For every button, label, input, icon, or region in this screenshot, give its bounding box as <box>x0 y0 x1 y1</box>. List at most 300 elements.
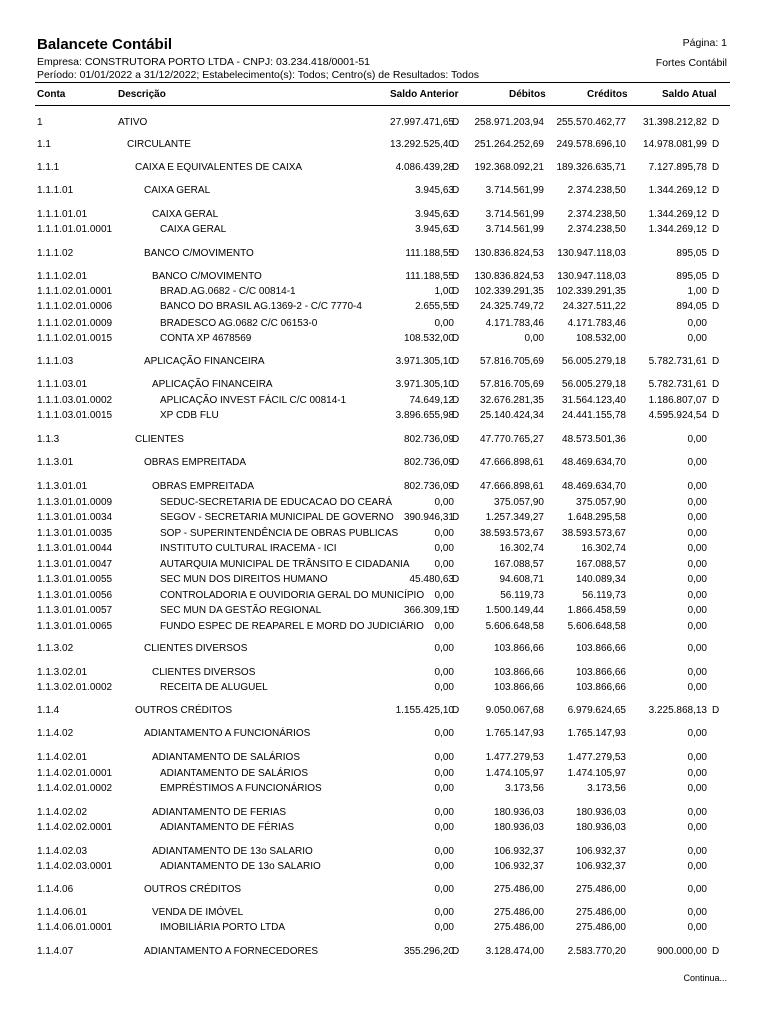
table-row <box>0 496 768 509</box>
saldo-anterior-dc: D <box>452 117 460 128</box>
creditos-value: 56.119,73 <box>582 590 626 601</box>
saldo-atual: 0,00 <box>687 590 707 601</box>
creditos-value: 5.606.648,58 <box>567 621 626 632</box>
saldo-anterior: 3.971.305,10 <box>395 356 454 367</box>
account-description: BRADESCO AG.0682 C/C 06153-0 <box>160 318 318 329</box>
account-description: ADIANTAMENTO A FUNCIONÁRIOS <box>144 728 311 739</box>
creditos-value: 275.486,00 <box>575 907 626 918</box>
account-description: SEDUC-SECRETARIA DE EDUCACAO DO CEARÁ <box>160 497 393 508</box>
saldo-atual: 894,05 <box>676 301 707 312</box>
account-description: ADIANTAMENTO A FORNECEDORES <box>144 946 319 957</box>
saldo-anterior-dc: D <box>452 434 460 445</box>
creditos-value: 1.474.105,97 <box>567 768 626 779</box>
account-code: 1.1.3.01.01.0056 <box>37 590 113 601</box>
creditos-value: 103.866,66 <box>575 682 626 693</box>
saldo-anterior-dc: D <box>452 457 460 468</box>
header-descricao: Descrição <box>118 89 166 100</box>
table-row <box>0 511 768 524</box>
debitos-value: 275.486,00 <box>493 922 544 933</box>
saldo-atual-dc: D <box>712 379 720 390</box>
account-description: APLICAÇÃO FINANCEIRA <box>144 356 265 367</box>
account-description: SEGOV - SECRETARIA MUNICIPAL DE GOVERNO <box>160 512 394 523</box>
saldo-anterior-dc: D <box>452 356 460 367</box>
debitos-value: 5.606.648,58 <box>485 621 544 632</box>
saldo-atual: 4.595.924,54 <box>648 410 707 421</box>
debitos-value: 0,00 <box>524 333 544 344</box>
saldo-anterior: 111.188,55 <box>405 271 454 282</box>
saldo-anterior-dc: D <box>452 481 460 492</box>
account-description: BANCO C/MOVIMENTO <box>144 248 254 259</box>
saldo-anterior: 802.736,09 <box>403 434 454 445</box>
debitos-value: 375.057,90 <box>493 497 544 508</box>
table-row <box>0 767 768 780</box>
saldo-anterior: 0,00 <box>434 822 454 833</box>
debitos-value: 3.714.561,99 <box>485 185 544 196</box>
debitos-value: 258.971.203,94 <box>474 117 544 128</box>
period-line: Período: 01/01/2022 a 31/12/2022; Estabelecimento(s): Todos; Centro(s) de Resultados: Todos <box>37 69 480 81</box>
account-code: 1 <box>37 117 43 128</box>
account-description: ADIANTAMENTO DE 13o SALARIO <box>160 861 321 872</box>
saldo-anterior-dc: D <box>452 271 460 282</box>
account-code: 1.1.1.01.01.0001 <box>37 224 113 235</box>
account-description: CIRCULANTE <box>127 139 191 150</box>
debitos-value: 180.936,03 <box>493 822 544 833</box>
table-row <box>0 355 768 368</box>
saldo-anterior: 111.188,55 <box>405 248 454 259</box>
debitos-value: 9.050.067,68 <box>485 705 544 716</box>
saldo-anterior: 0,00 <box>434 590 454 601</box>
account-description: SOP - SUPERINTENDÊNCIA DE OBRAS PUBLICAS <box>160 528 399 539</box>
header-conta: Conta <box>37 89 66 100</box>
saldo-atual: 1.344.269,12 <box>648 224 707 235</box>
debitos-value: 1.474.105,97 <box>485 768 544 779</box>
saldo-anterior: 4.086.439,28 <box>395 162 454 173</box>
table-row <box>0 906 768 919</box>
account-description: IMOBILIÁRIA PORTO LTDA <box>160 922 286 933</box>
creditos-value: 38.593.573,67 <box>562 528 626 539</box>
debitos-value: 3.714.561,99 <box>485 224 544 235</box>
table-row <box>0 527 768 540</box>
table-row <box>0 681 768 694</box>
account-code: 1.1.1.02 <box>37 248 74 259</box>
saldo-anterior: 3.945,63 <box>415 185 454 196</box>
saldo-anterior: 355.296,20 <box>403 946 454 957</box>
creditos-value: 106.932,37 <box>575 846 626 857</box>
account-description: CAIXA GERAL <box>144 185 211 196</box>
debitos-value: 106.932,37 <box>493 861 544 872</box>
saldo-atual: 0,00 <box>687 481 707 492</box>
creditos-value: 255.570.462,77 <box>556 117 626 128</box>
account-description: CAIXA GERAL <box>160 224 227 235</box>
account-code: 1.1.3.02.01.0002 <box>37 682 113 693</box>
account-code: 1.1.4.02.03 <box>37 846 88 857</box>
table-row <box>0 860 768 873</box>
saldo-atual-dc: D <box>712 286 720 297</box>
table-row <box>0 223 768 236</box>
table-row <box>0 782 768 795</box>
creditos-value: 103.866,66 <box>575 643 626 654</box>
account-description: ADIANTAMENTO DE 13o SALARIO <box>152 846 313 857</box>
account-code: 1.1.4.02.02.0001 <box>37 822 113 833</box>
creditos-value: 167.088,57 <box>575 559 626 570</box>
saldo-atual: 0,00 <box>687 512 707 523</box>
account-code: 1.1.3.01.01 <box>37 481 88 492</box>
table-row <box>0 821 768 834</box>
saldo-anterior: 0,00 <box>434 861 454 872</box>
creditos-value: 48.469.634,70 <box>562 457 626 468</box>
saldo-anterior: 0,00 <box>434 884 454 895</box>
table-row <box>0 883 768 896</box>
creditos-value: 108.532,00 <box>575 333 626 344</box>
table-row <box>0 247 768 260</box>
saldo-atual: 0,00 <box>687 752 707 763</box>
account-code: 1.1.4.06 <box>37 884 74 895</box>
account-description: APLICAÇÃO INVEST FÁCIL C/C 00814-1 <box>160 395 347 406</box>
saldo-atual-dc: D <box>712 705 720 716</box>
account-description: VENDA DE IMÓVEL <box>152 907 244 918</box>
saldo-atual: 900.000,00 <box>656 946 707 957</box>
saldo-atual: 0,00 <box>687 807 707 818</box>
table-row <box>0 317 768 330</box>
saldo-anterior: 0,00 <box>434 497 454 508</box>
debitos-value: 102.339.291,35 <box>474 286 544 297</box>
debitos-value: 275.486,00 <box>493 907 544 918</box>
saldo-atual-dc: D <box>712 162 720 173</box>
saldo-anterior-dc: D <box>452 410 460 421</box>
table-row <box>0 456 768 469</box>
creditos-value: 375.057,90 <box>575 497 626 508</box>
creditos-value: 140.089,34 <box>575 574 626 585</box>
debitos-value: 57.816.705,69 <box>480 379 544 390</box>
debitos-value: 94.608,71 <box>499 574 544 585</box>
saldo-atual: 5.782.731,61 <box>648 379 707 390</box>
account-code: 1.1.1.03.01.0015 <box>37 410 113 421</box>
creditos-value: 1.648.295,58 <box>567 512 626 523</box>
account-description: ADIANTAMENTO DE SALÁRIOS <box>160 768 308 779</box>
table-row <box>0 806 768 819</box>
report-title: Balancete Contábil <box>37 36 173 53</box>
saldo-anterior: 0,00 <box>434 528 454 539</box>
debitos-value: 180.936,03 <box>493 807 544 818</box>
saldo-atual: 0,00 <box>687 434 707 445</box>
account-code: 1.1.4.06.01 <box>37 907 88 918</box>
creditos-value: 275.486,00 <box>575 884 626 895</box>
saldo-anterior: 45.480,63 <box>409 574 454 585</box>
system-name: Fortes Contábil <box>655 57 727 69</box>
saldo-atual: 0,00 <box>687 907 707 918</box>
account-code: 1.1.1.01 <box>37 185 74 196</box>
table-row <box>0 751 768 764</box>
account-description: SEC MUN DOS DIREITOS HUMANO <box>160 574 328 585</box>
saldo-atual-dc: D <box>712 248 720 259</box>
saldo-anterior-dc: D <box>452 162 460 173</box>
saldo-anterior: 0,00 <box>434 922 454 933</box>
creditos-value: 4.171.783,46 <box>567 318 626 329</box>
account-description: OUTROS CRÉDITOS <box>144 884 242 895</box>
debitos-value: 47.666.898,61 <box>480 457 544 468</box>
saldo-atual: 1.344.269,12 <box>648 209 707 220</box>
account-code: 1.1.3.01.01.0044 <box>37 543 113 554</box>
debitos-value: 103.866,66 <box>493 643 544 654</box>
account-description: ADIANTAMENTO DE FERIAS <box>152 807 287 818</box>
account-code: 1.1.1.02.01 <box>37 271 88 282</box>
page-number: Página: 1 <box>682 37 727 49</box>
saldo-atual: 0,00 <box>687 783 707 794</box>
creditos-value: 103.866,66 <box>575 667 626 678</box>
debitos-value: 167.088,57 <box>493 559 544 570</box>
saldo-anterior: 0,00 <box>434 543 454 554</box>
creditos-value: 275.486,00 <box>575 922 626 933</box>
debitos-value: 3.173,56 <box>505 783 544 794</box>
saldo-atual-dc: D <box>712 224 720 235</box>
account-code: 1.1.4 <box>37 705 60 716</box>
saldo-anterior: 0,00 <box>434 559 454 570</box>
account-description: RECEITA DE ALUGUEL <box>160 682 268 693</box>
saldo-anterior-dc: D <box>452 705 460 716</box>
creditos-value: 16.302,74 <box>581 543 626 554</box>
account-description: ATIVO <box>118 117 148 128</box>
debitos-value: 251.264.252,69 <box>474 139 544 150</box>
saldo-atual: 0,00 <box>687 605 707 616</box>
account-code: 1.1.1.02.01.0015 <box>37 333 113 344</box>
table-row <box>0 704 768 717</box>
saldo-atual-dc: D <box>712 117 720 128</box>
debitos-value: 103.866,66 <box>493 682 544 693</box>
debitos-value: 24.325.749,72 <box>480 301 544 312</box>
creditos-value: 48.469.634,70 <box>562 481 626 492</box>
saldo-anterior: 0,00 <box>434 752 454 763</box>
saldo-atual-dc: D <box>712 946 720 957</box>
saldo-anterior: 0,00 <box>434 807 454 818</box>
saldo-anterior: 108.532,00 <box>403 333 454 344</box>
saldo-anterior-dc: D <box>452 286 460 297</box>
saldo-atual: 14.978.081,99 <box>643 139 707 150</box>
account-code: 1.1.1 <box>37 162 60 173</box>
creditos-value: 2.374.238,50 <box>567 224 626 235</box>
saldo-atual: 7.127.895,78 <box>648 162 707 173</box>
account-description: OUTROS CRÉDITOS <box>135 705 233 716</box>
header-saldo-atual: Saldo Atual <box>662 89 717 100</box>
account-code: 1.1.3.01 <box>37 457 74 468</box>
saldo-atual: 1,00 <box>687 286 707 297</box>
saldo-anterior: 0,00 <box>434 907 454 918</box>
creditos-value: 24.327.511,22 <box>562 301 626 312</box>
saldo-atual-dc: D <box>712 301 720 312</box>
saldo-anterior-dc: D <box>452 395 460 406</box>
debitos-value: 1.257.349,27 <box>485 512 544 523</box>
account-code: 1.1.3.01.01.0057 <box>37 605 113 616</box>
account-description: CAIXA GERAL <box>152 209 219 220</box>
account-code: 1.1.3.01.01.0047 <box>37 559 113 570</box>
creditos-value: 130.947.118,03 <box>557 248 626 259</box>
account-code: 1.1.4.06.01.0001 <box>37 922 113 933</box>
saldo-atual: 1.344.269,12 <box>648 185 707 196</box>
saldo-anterior: 802.736,09 <box>403 457 454 468</box>
saldo-atual-dc: D <box>712 185 720 196</box>
table-row <box>0 138 768 151</box>
saldo-atual: 0,00 <box>687 643 707 654</box>
account-code: 1.1.3.02.01 <box>37 667 88 678</box>
saldo-anterior-dc: D <box>452 224 460 235</box>
account-code: 1.1.3.02 <box>37 643 74 654</box>
saldo-anterior: 27.997.471,65 <box>390 117 454 128</box>
creditos-value: 180.936,03 <box>575 807 626 818</box>
account-description: XP CDB FLU <box>160 410 219 421</box>
debitos-value: 3.128.474,00 <box>485 946 544 957</box>
account-description: ADIANTAMENTO DE SALÁRIOS <box>152 752 300 763</box>
saldo-atual: 895,05 <box>676 248 707 259</box>
saldo-anterior: 1.155.425,10 <box>395 705 454 716</box>
table-row <box>0 433 768 446</box>
account-code: 1.1.4.07 <box>37 946 74 957</box>
table-row <box>0 620 768 633</box>
table-header <box>35 82 730 106</box>
saldo-anterior-dc: D <box>452 248 460 259</box>
saldo-anterior-dc: D <box>452 574 460 585</box>
creditos-value: 48.573.501,36 <box>562 434 626 445</box>
saldo-atual: 0,00 <box>687 846 707 857</box>
saldo-atual: 0,00 <box>687 497 707 508</box>
creditos-value: 2.583.770,20 <box>567 946 626 957</box>
continua-note: Continua... <box>683 973 727 983</box>
debitos-value: 192.368.092,21 <box>474 162 544 173</box>
saldo-atual-dc: D <box>712 271 720 282</box>
account-code: 1.1.4.02.03.0001 <box>37 861 113 872</box>
creditos-value: 249.578.696,10 <box>556 139 626 150</box>
account-description: CLIENTES DIVERSOS <box>152 667 256 678</box>
table-row <box>0 270 768 283</box>
account-description: APLICAÇÃO FINANCEIRA <box>152 379 273 390</box>
debitos-value: 130.836.824,53 <box>474 271 544 282</box>
header-debitos: Débitos <box>509 89 546 100</box>
account-description: INSTITUTO CULTURAL IRACEMA - ICI <box>160 543 337 554</box>
saldo-anterior-dc: D <box>452 301 460 312</box>
account-code: 1.1.1.03 <box>37 356 74 367</box>
account-code: 1.1.4.02.02 <box>37 807 88 818</box>
saldo-anterior-dc: D <box>452 333 460 344</box>
table-row <box>0 845 768 858</box>
account-description: OBRAS EMPREITADA <box>152 481 255 492</box>
saldo-atual: 0,00 <box>687 543 707 554</box>
saldo-atual: 0,00 <box>687 728 707 739</box>
debitos-value: 32.676.281,35 <box>480 395 544 406</box>
saldo-atual: 0,00 <box>687 922 707 933</box>
saldo-anterior-dc: D <box>452 185 460 196</box>
creditos-value: 56.005.279,18 <box>562 356 626 367</box>
saldo-atual: 31.398.212,82 <box>643 117 707 128</box>
debitos-value: 56.119,73 <box>500 590 544 601</box>
debitos-value: 1.500.149,44 <box>485 605 544 616</box>
creditos-value: 1.477.279,53 <box>567 752 626 763</box>
creditos-value: 102.339.291,35 <box>556 286 626 297</box>
creditos-value: 56.005.279,18 <box>562 379 626 390</box>
header-saldo-anterior: Saldo Anterior <box>390 89 459 100</box>
table-row <box>0 542 768 555</box>
saldo-anterior: 0,00 <box>434 783 454 794</box>
saldo-anterior: 0,00 <box>434 846 454 857</box>
account-description: CLIENTES <box>135 434 184 445</box>
saldo-anterior: 0,00 <box>434 621 454 632</box>
debitos-value: 130.836.824,53 <box>474 248 544 259</box>
creditos-value: 1.765.147,93 <box>567 728 626 739</box>
saldo-anterior: 74.649,12 <box>409 395 454 406</box>
debitos-value: 25.140.424,34 <box>480 410 544 421</box>
saldo-anterior: 1,00 <box>434 286 454 297</box>
debitos-value: 1.765.147,93 <box>485 728 544 739</box>
saldo-anterior-dc: D <box>452 946 460 957</box>
saldo-atual: 0,00 <box>687 768 707 779</box>
saldo-anterior: 0,00 <box>434 643 454 654</box>
saldo-atual: 0,00 <box>687 318 707 329</box>
saldo-anterior: 3.945,63 <box>415 224 454 235</box>
creditos-value: 31.564.123,40 <box>562 395 626 406</box>
table-row <box>0 116 768 129</box>
saldo-anterior-dc: D <box>452 139 460 150</box>
table-row <box>0 409 768 422</box>
table-row <box>0 378 768 391</box>
debitos-value: 47.770.765,27 <box>480 434 544 445</box>
header-creditos: Créditos <box>587 89 628 100</box>
saldo-anterior-dc: D <box>452 209 460 220</box>
saldo-anterior: 802.736,09 <box>403 481 454 492</box>
creditos-value: 2.374.238,50 <box>567 185 626 196</box>
account-code: 1.1.3.01.01.0034 <box>37 512 113 523</box>
saldo-atual: 1.186.807,07 <box>648 395 707 406</box>
account-description: ADIANTAMENTO DE FÉRIAS <box>160 822 295 833</box>
account-description: FUNDO ESPEC DE REAPAREL E MORD DO JUDICIÁRIO <box>160 621 424 632</box>
saldo-atual: 0,00 <box>687 333 707 344</box>
saldo-atual: 0,00 <box>687 884 707 895</box>
saldo-atual: 0,00 <box>687 861 707 872</box>
table-row <box>0 480 768 493</box>
saldo-anterior: 366.309,15 <box>403 605 454 616</box>
saldo-atual-dc: D <box>712 395 720 406</box>
company-line: Empresa: CONSTRUTORA PORTO LTDA - CNPJ: 03.234.418/0001-51 <box>37 56 371 68</box>
saldo-atual: 0,00 <box>687 682 707 693</box>
saldo-atual: 0,00 <box>687 621 707 632</box>
creditos-value: 130.947.118,03 <box>557 271 626 282</box>
account-code: 1.1.4.02.01 <box>37 752 88 763</box>
saldo-atual: 0,00 <box>687 528 707 539</box>
table-row <box>0 604 768 617</box>
saldo-anterior: 3.971.305,10 <box>395 379 454 390</box>
creditos-value: 6.979.624,65 <box>567 705 626 716</box>
creditos-value: 106.932,37 <box>575 861 626 872</box>
saldo-anterior-dc: D <box>452 379 460 390</box>
debitos-value: 4.171.783,46 <box>485 318 544 329</box>
account-description: AUTARQUIA MUNICIPAL DE TRÂNSITO E CIDADANIA <box>160 559 410 570</box>
saldo-anterior: 0,00 <box>434 682 454 693</box>
saldo-atual: 895,05 <box>676 271 707 282</box>
account-description: SEC MUN DA GESTÃO REGIONAL <box>160 605 322 616</box>
account-code: 1.1.4.02 <box>37 728 74 739</box>
saldo-anterior: 0,00 <box>434 667 454 678</box>
account-code: 1.1.1.01.01 <box>37 209 88 220</box>
table-row <box>0 184 768 197</box>
saldo-anterior: 2.655,55 <box>415 301 454 312</box>
account-description: CONTA XP 4678569 <box>160 333 252 344</box>
saldo-atual-dc: D <box>712 139 720 150</box>
saldo-atual-dc: D <box>712 410 720 421</box>
account-code: 1.1.1.02.01.0001 <box>37 286 113 297</box>
saldo-anterior: 390.946,31 <box>403 512 454 523</box>
saldo-atual-dc: D <box>712 356 720 367</box>
debitos-value: 57.816.705,69 <box>480 356 544 367</box>
debitos-value: 103.866,66 <box>493 667 544 678</box>
account-description: CLIENTES DIVERSOS <box>144 643 248 654</box>
saldo-anterior-dc: D <box>452 605 460 616</box>
saldo-atual: 5.782.731,61 <box>648 356 707 367</box>
